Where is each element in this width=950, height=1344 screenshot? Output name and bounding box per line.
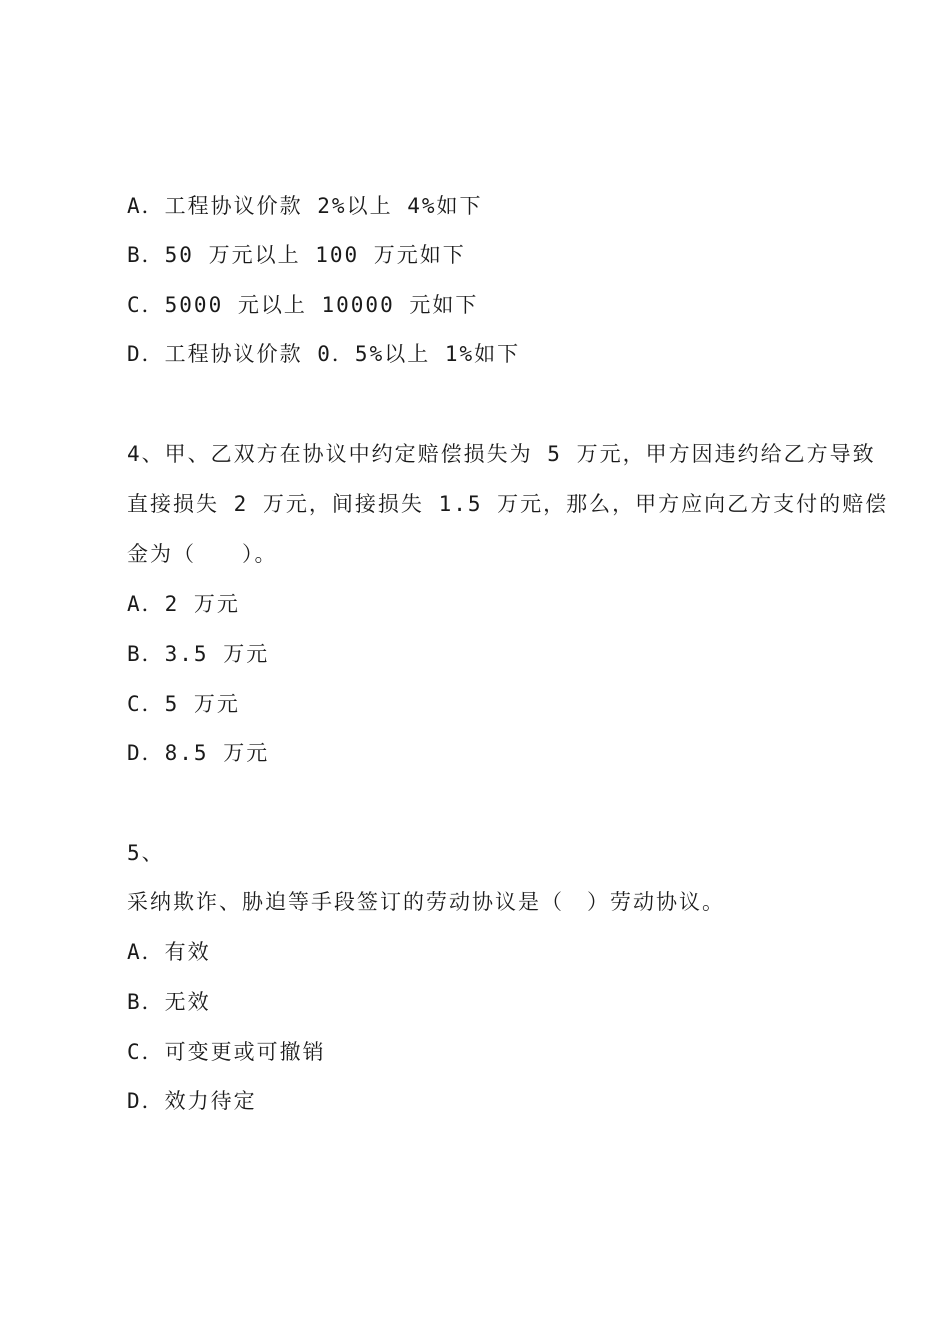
q4-option-a: A．2 万元 xyxy=(127,592,240,616)
q5-option-d: D．效力待定 xyxy=(127,1089,257,1113)
q4-stem-line-1: 4、甲、乙双方在协议中约定赔偿损失为 5 万元，甲方因违约给乙方导致 xyxy=(127,442,876,466)
q3-option-d: D．工程协议价款 0．5%以上 1%如下 xyxy=(127,342,521,366)
q4-option-d: D．8.5 万元 xyxy=(127,741,270,765)
q4-stem-line-3: 金为（ ）。 xyxy=(127,542,278,566)
q3-option-a: A．工程协议价款 2%以上 4%如下 xyxy=(127,194,483,218)
q5-stem: 采纳欺诈、胁迫等手段签订的劳动协议是（ ）劳动协议。 xyxy=(127,890,725,914)
q4-option-b: B．3.5 万元 xyxy=(127,642,270,666)
q3-option-c: C．5000 元以上 10000 元如下 xyxy=(127,293,479,317)
q5-number: 5、 xyxy=(127,841,165,865)
q5-option-a: A．有效 xyxy=(127,940,211,964)
q3-option-b: B．50 万元以上 100 万元如下 xyxy=(127,243,466,267)
q5-option-b: B．无效 xyxy=(127,990,211,1014)
q4-stem-line-2: 直接损失 2 万元，间接损失 1.5 万元，那么，甲方应向乙方支付的赔偿 xyxy=(127,492,889,516)
q4-option-c: C．5 万元 xyxy=(127,692,240,716)
q5-option-c: C．可变更或可撤销 xyxy=(127,1040,326,1064)
